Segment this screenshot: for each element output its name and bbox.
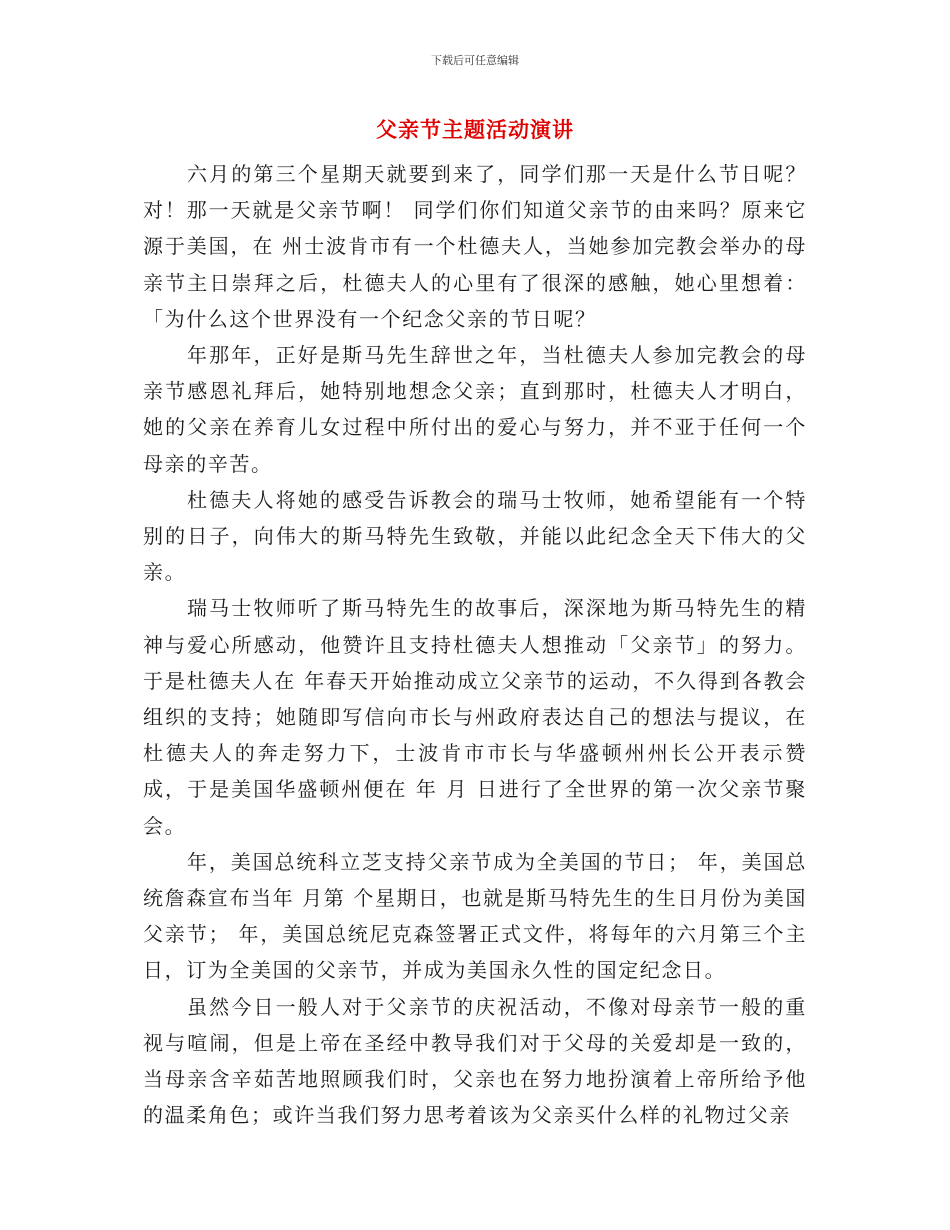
paragraph-1: 六月的第三个星期天就要到来了，同学们那一天是什么节日呢？对！那一天就是父亲节啊！ 同学们你们知道父亲节的由来吗？原来它源于美国，在 州士波肯市有一个杜德夫人，当她参加完教会举办的母亲节主日崇拜之后，杜德夫人的心里有了很深的感触，她心里想着：「为什么这个世界没有一个纪念父亲的节日呢？ (143, 162, 807, 331)
header-note: 下载后可任意编辑 (431, 54, 519, 67)
document-body (143, 156, 807, 1133)
paragraph-6: 虽然今日一般人对于父亲节的庆祝活动，不像对母亲节一般的重视与喧闹，但是上帝在圣经中教导我们对于父母的关爱却是一致的，当母亲含辛茹苦地照顾我们时，父亲也在努力地扮演着上帝所给予他的温柔角色；或许当我们努力思考着该为父亲买什么样的礼物过父亲 (143, 994, 807, 1128)
paragraph-4: 瑞马士牧师听了斯马特先生的故事后，深深地为斯马特先生的精神与爱心所感动，他赞许且支持杜德夫人想推动「父亲节」的努力。于是杜德夫人在 年春天开始推动成立父亲节的运动，不久得到各教会组织的支持；她随即写信向市长与州政府表达自己的想法与提议，在杜德夫人的奔走努力下，士波肯市市长与华盛顿州州长公开表示赞成，于是美国华盛顿州便在 年 月 日进行了全世界的第一次父亲节聚会。 (143, 596, 807, 838)
paragraph-2: 年那年，正好是斯马先生辞世之年，当杜德夫人参加完教会的母亲节感恩礼拜后，她特别地想念父亲；直到那时，杜德夫人才明白，她的父亲在养育儿女过程中所付出的爱心与努力，并不亚于任何一个母亲的辛苦。 (143, 343, 807, 476)
document-title: 父亲节主题活动演讲 (376, 118, 574, 142)
paragraph-5: 年，美国总统科立芝支持父亲节成为全美国的节日； 年，美国总统詹森宣布当年 月第 个星期日，也就是斯马特先生的生日月份为美国父亲节； 年，美国总统尼克森签署正式文件，将每年的六月第三个主日，订为全美国的父亲节，并成为美国永久性的国定纪念日。 (143, 849, 807, 983)
paragraph-3: 杜德夫人将她的感受告诉教会的瑞马士牧师，她希望能有一个特别的日子，向伟大的斯马特先生致敬，并能以此纪念全天下伟大的父亲。 (143, 487, 807, 585)
